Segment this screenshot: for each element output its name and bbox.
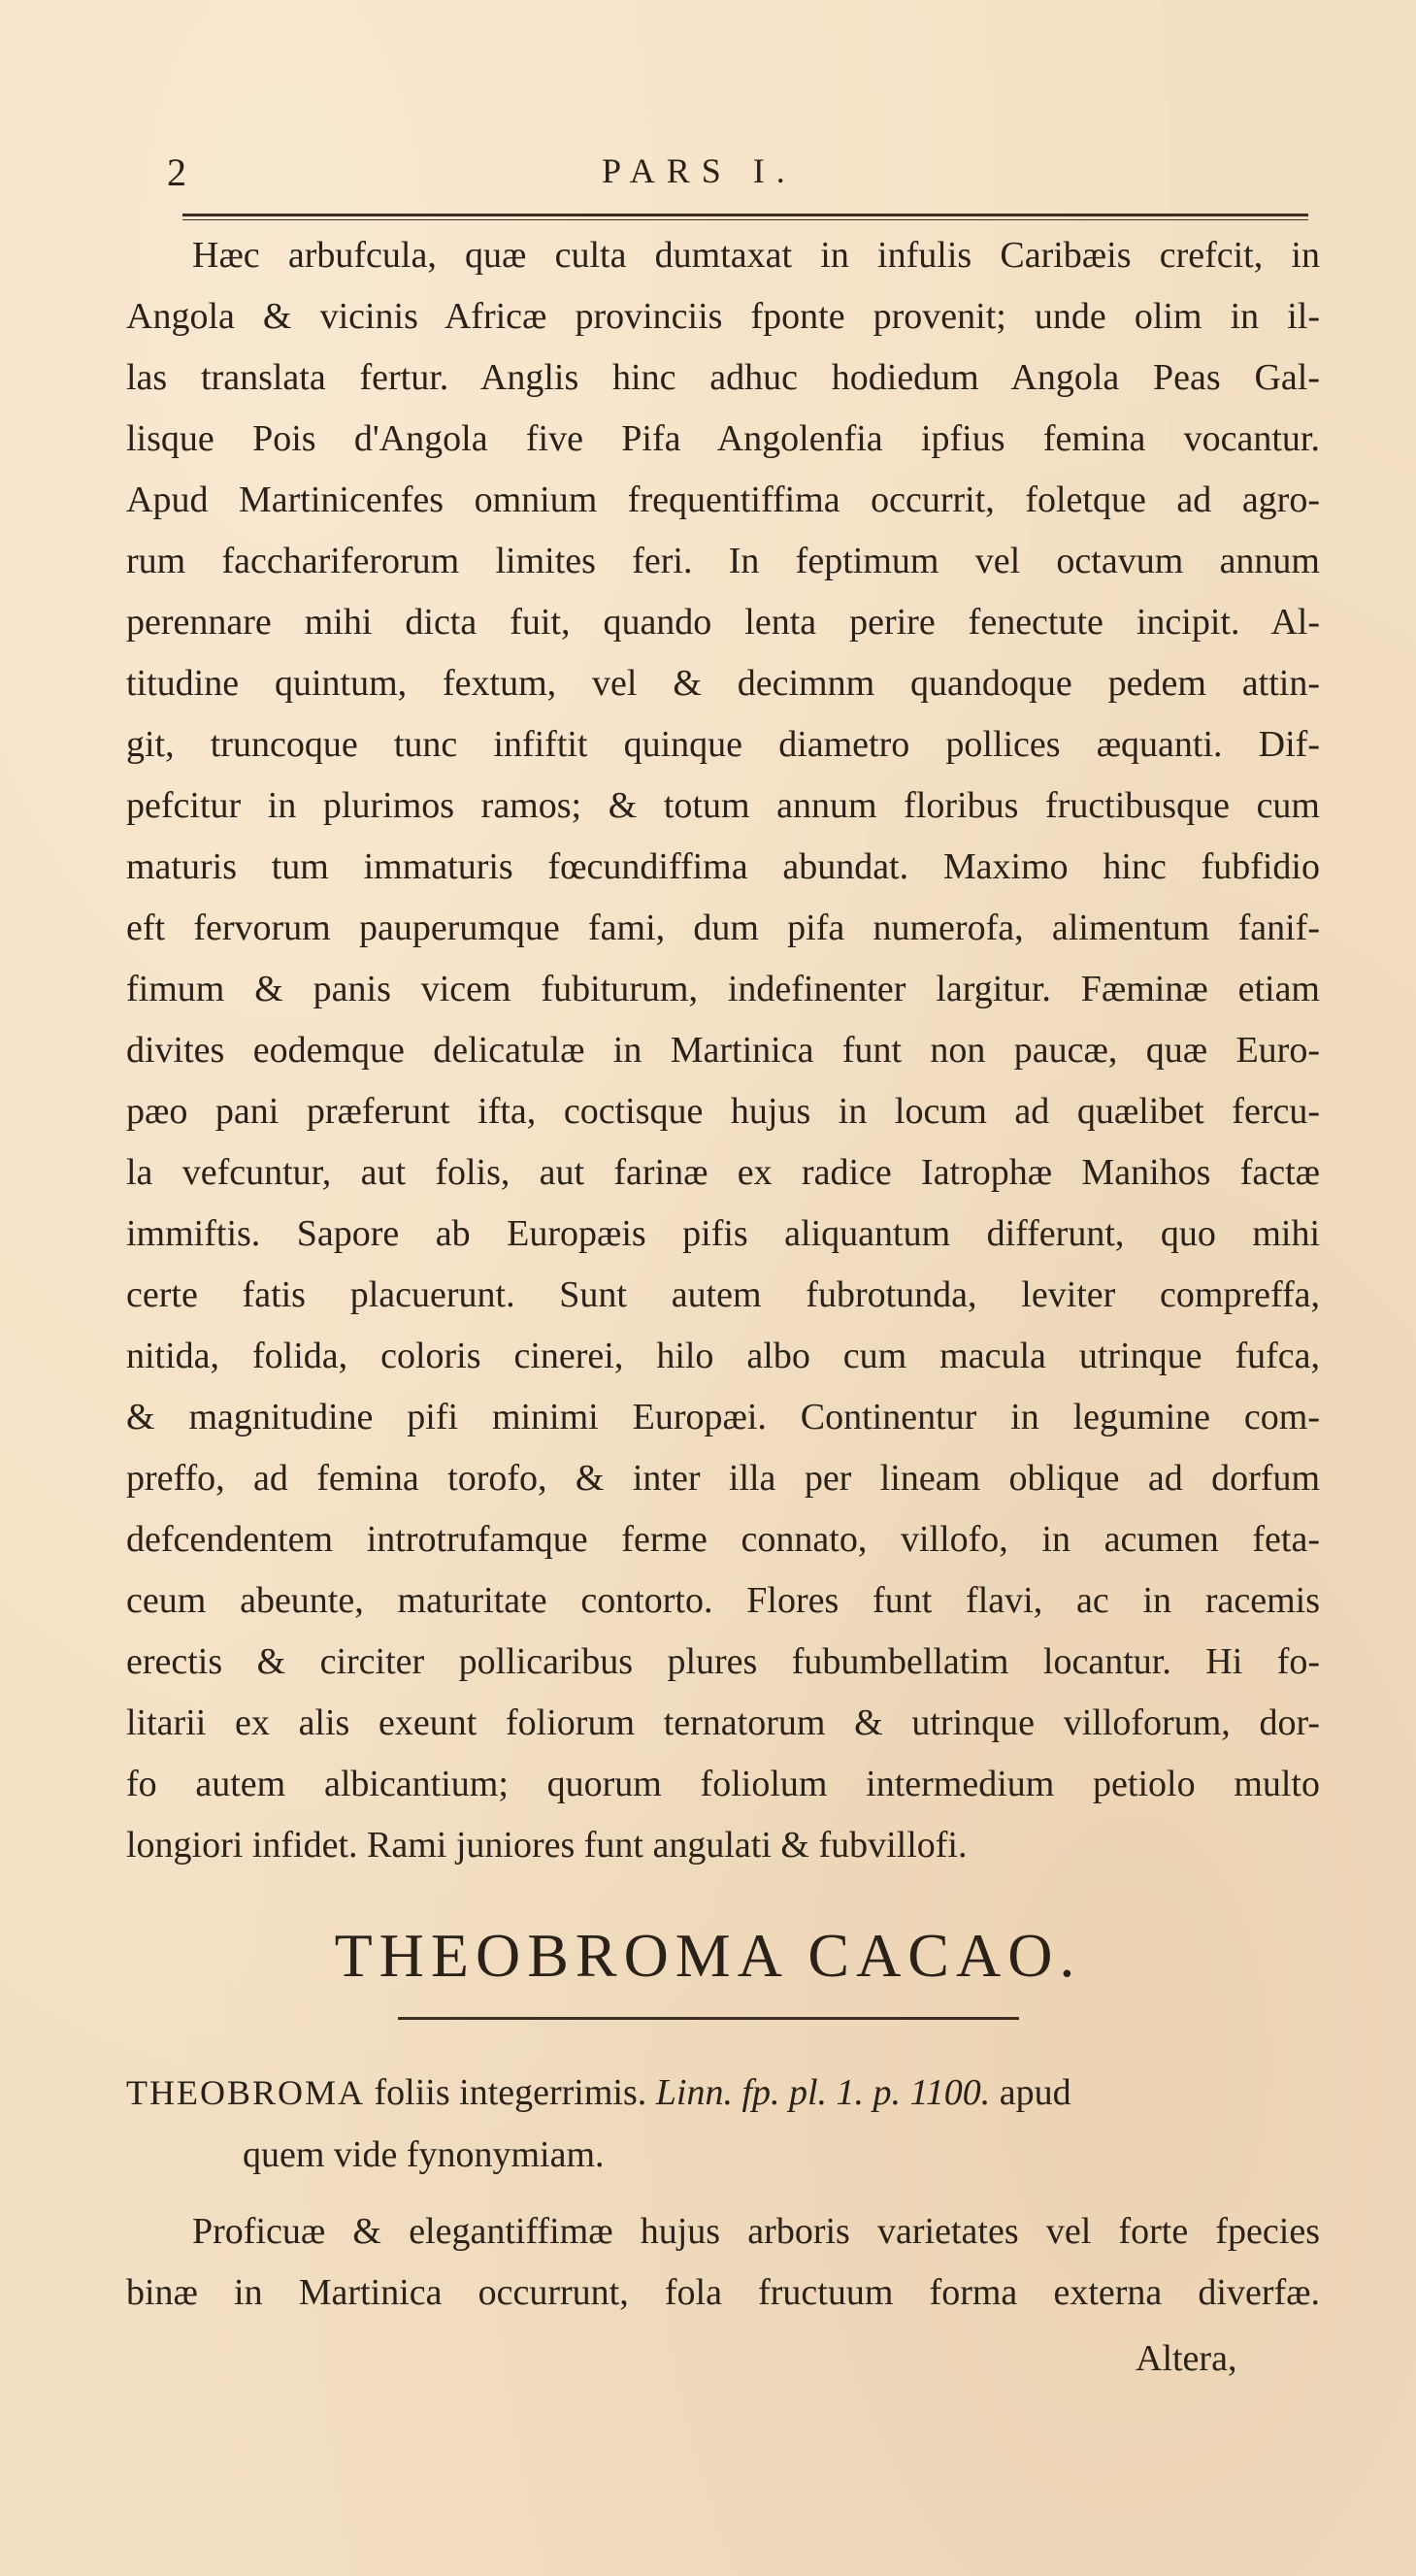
running-head: PARS I. [602, 151, 797, 190]
text-line: pefcitur in plurimos ramos; & totum annum floribus fructibusque cum [126, 785, 1320, 826]
page-header [0, 146, 1416, 204]
text-line: Apud Martinicenfes omnium frequentiffima occurrit, foletque ad agro- [126, 479, 1320, 520]
text-line: las translata fertur. Anglis hinc adhuc hodiedum Angola Peas Gal- [126, 357, 1320, 398]
text-line: & magnitudine pifi minimi Europæi. Continentur in legumine com- [126, 1397, 1320, 1437]
text-line: litarii ex alis exeunt foliorum ternatorum & utrinque villoforum, dor- [126, 1702, 1320, 1743]
text-line: preffo, ad femina torofo, & inter illa per lineam oblique ad dorfum [126, 1458, 1320, 1499]
text-line: perennare mihi dicta fuit, quando lenta perire fenectute incipit. Al- [126, 602, 1320, 643]
catchword: Altera, [1136, 2338, 1237, 2379]
text-line: Angola & vicinis Africæ provinciis fponte provenit; unde olim in il- [126, 296, 1320, 337]
text-line: maturis tum immaturis fœcundiffima abundat. Maximo hinc fubfidio [126, 846, 1320, 887]
section-title: THEOBROMA CACAO. [334, 1921, 1082, 1990]
paragraph-1 [126, 225, 1320, 1876]
text-line: binæ in Martinica occurrunt, fola fructuum forma externa diverfæ. [126, 2272, 1320, 2313]
text-line: titudine quintum, fextum, vel & decimnm quandoque pedem attin- [126, 663, 1320, 704]
reference-citation: Linn. fp. pl. 1. p. 1100. [655, 2072, 991, 2113]
title-rule [398, 2017, 1019, 2020]
text-line: fo autem albicantium; quorum foliolum intermedium petiolo multo [126, 1764, 1320, 1804]
text-line: Hæc arbufcula, quæ culta dumtaxat in infulis Caribæis crefcit, in [192, 235, 1320, 276]
text-line: lisque Pois d'Angola five Pifa Angolenfia ipfius femina vocantur. [126, 418, 1320, 459]
header-rule-thin [182, 219, 1308, 220]
text-line: erectis & circiter pollicaribus plures fubumbellatim locantur. Hi fo- [126, 1641, 1320, 1682]
species-reference [126, 2062, 1320, 2186]
reference-line-2: quem vide fynonymiam. [243, 2134, 605, 2175]
text-line: rum facchariferorum limites feri. In feptimum vel octavum annum [126, 541, 1320, 581]
text-line: fimum & panis vicem fubiturum, indefinenter largitur. Fæminæ etiam [126, 969, 1320, 1009]
text-line: defcendentem introtrufamque ferme connato, villofo, in acumen feta- [126, 1519, 1320, 1560]
text-line: certe fatis placuerunt. Sunt autem fubrotunda, leviter compreffa, [126, 1274, 1320, 1315]
text-line: eft fervorum pauperumque fami, dum pifa numerofa, alimentum fanif- [126, 908, 1320, 948]
text-line: nitida, folida, coloris cinerei, hilo albo cum macula utrinque fufca, [126, 1336, 1320, 1376]
text-line: divites eodemque delicatulæ in Martinica funt non paucæ, quæ Euro- [126, 1030, 1320, 1071]
text-line: pæo pani præferunt ifta, coctisque hujus in locum ad quælibet fercu- [126, 1091, 1320, 1132]
text-line: Proficuæ & elegantiffimæ hujus arboris varietates vel forte fpecies [192, 2211, 1320, 2252]
genus-name: THEOBROMA [126, 2073, 366, 2112]
text-line: git, truncoque tunc infiftit quinque diametro pollices æquanti. Dif- [126, 724, 1320, 765]
page-number: 2 [167, 150, 186, 194]
text-line: longiori infidet. Rami juniores funt angulati & fubvillofi. [126, 1825, 968, 1866]
text-line: la vefcuntur, aut folis, aut farinæ ex radice Iatrophæ Manihos factæ [126, 1152, 1320, 1193]
text-line: ceum abeunte, maturitate contorto. Flores funt flavi, ac in racemis [126, 1580, 1320, 1621]
reference-text: foliis integerrimis. [374, 2072, 647, 2113]
reference-line [126, 2062, 1320, 2124]
header-rule [182, 214, 1308, 216]
reference-after: apud [999, 2072, 1071, 2113]
paragraph-2 [126, 2201, 1320, 2324]
text-line: immiftis. Sapore ab Europæis pifis aliquantum differunt, quo mihi [126, 1213, 1320, 1254]
